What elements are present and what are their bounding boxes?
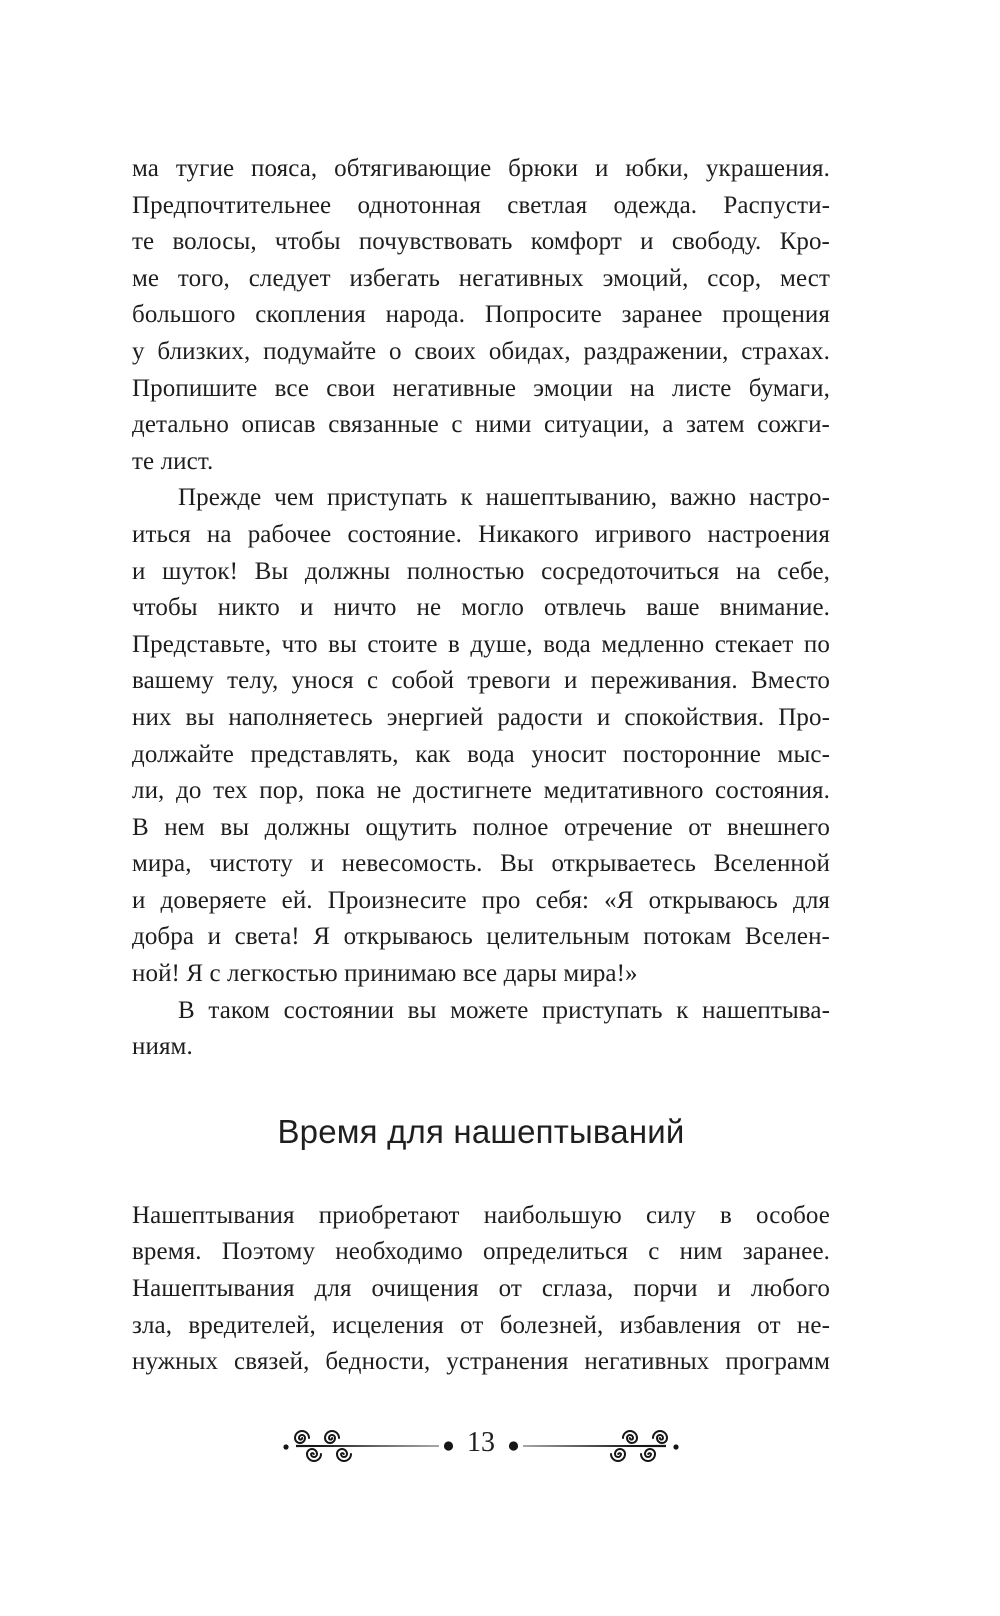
text-line: Нашептывания для очищения от сглаза, порчи и любого [132, 1275, 830, 1303]
page-footer [132, 1423, 830, 1467]
text-line: время. Поэтому необходимо определиться с ним заранее. [132, 1238, 830, 1266]
text-line: вашему телу, унося с собой тревоги и переживания. Вместо [132, 667, 830, 695]
text-line: мира, чистоту и невесомость. Вы открываетесь Вселенной [132, 850, 830, 878]
text-line: В таком состоянии вы можете приступать к нашептыва- [178, 996, 830, 1024]
text-line: Предпочтительнее однотонная светлая одежда. Распусти- [132, 191, 830, 219]
text-line: и шуток! Вы должны полностью сосредоточиться на себе, [132, 557, 830, 585]
text-line: ме того, следует избегать негативных эмоций, ссор, мест [132, 264, 830, 292]
paragraph [132, 993, 830, 1066]
flourish-ornament-left-icon [282, 1423, 454, 1467]
text-line: Пропишите все свои негативные эмоции на листе бумаги, [132, 374, 830, 402]
text-line: Нашептывания приобретают наибольшую силу в особое [132, 1201, 830, 1229]
text-line: Прежде чем приступать к нашептыванию, важно настро- [178, 484, 830, 512]
text-line: чтобы никто и ничто не могло отвлечь ваше внимание. [132, 594, 830, 622]
paragraph [132, 151, 830, 480]
text-line: ма тугие пояса, обтягивающие брюки и юбки, украшения. [132, 155, 830, 182]
text-line: иться на рабочее состояние. Никакого игривого настроения [132, 520, 830, 548]
section-heading: Время для нашептываний [277, 1112, 685, 1150]
text-line: те волосы, чтобы почувствовать комфорт и свободу. Кро- [132, 228, 830, 256]
text-line: детально описав связанные с ними ситуации, а затем сожги- [132, 411, 830, 439]
page-number: 13 [467, 1427, 495, 1458]
text-line: Представьте, что вы стоите в душе, вода медленно стекает по [132, 630, 830, 658]
text-line: и доверяете ей. Произнесите про себя: «Я открываюсь для [132, 886, 830, 914]
text-line: должайте представлять, как вода уносит посторонние мыс- [132, 740, 830, 768]
text-line: нужных связей, бедности, устранения негативных программ [132, 1348, 830, 1376]
text-line: у близких, подумайте о своих обидах, раздражении, страхах. [132, 337, 830, 365]
body-text-before-heading [132, 151, 830, 1066]
body-text-after-heading [132, 1198, 830, 1381]
text-line: ной! Я с легкостью принимаю все дары мира!» [132, 960, 638, 988]
text-line: большого скопления народа. Попросите заранее прощения [132, 301, 830, 329]
text-line: них вы наполняетесь энергией радости и спокойствия. Про- [132, 703, 830, 731]
text-line: добра и света! Я открываюсь целительным потокам Вселен- [132, 923, 830, 951]
text-line: ли, до тех пор, пока не достигнете медитативного состояния. [132, 777, 830, 805]
text-line: те лист. [132, 447, 214, 475]
text-column [132, 151, 830, 1381]
paragraph [132, 1198, 830, 1381]
flourish-ornament-right-icon [508, 1423, 680, 1467]
text-line: ниям. [132, 1033, 193, 1061]
text-line: В нем вы должны ощутить полное отречение от внешнего [132, 813, 830, 841]
paragraph [132, 480, 830, 992]
text-line: зла, вредителей, исцеления от болезней, избавления от не- [132, 1311, 830, 1339]
